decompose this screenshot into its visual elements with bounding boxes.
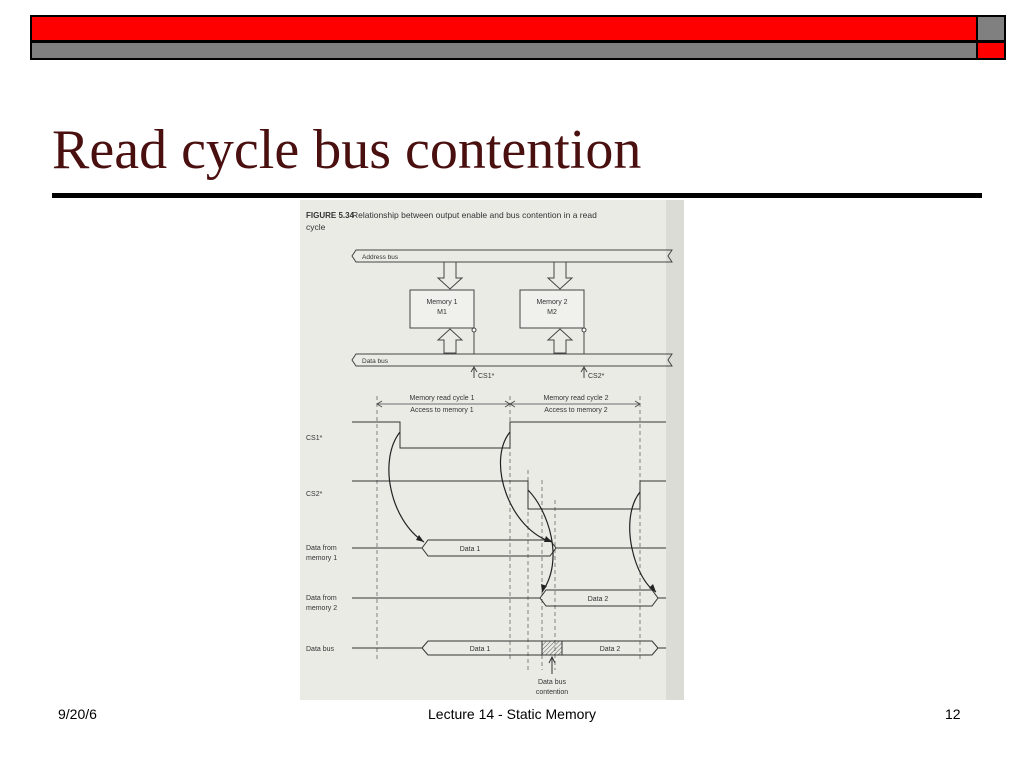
footer-lecture-title: Lecture 14 - Static Memory: [428, 706, 597, 722]
red-stripe: [32, 17, 976, 40]
data-bus-top-label: Data bus: [362, 358, 389, 365]
memory-1-label: Memory 1: [426, 299, 458, 306]
slide-title: Read cycle bus contention: [52, 119, 642, 181]
data1-label: Data 1: [459, 546, 481, 553]
gray-stripe: [32, 43, 976, 58]
cs1-pin-bubble: [472, 328, 476, 332]
signal-data-bus-label: Data bus: [306, 646, 335, 653]
cs2-pin-bubble: [582, 328, 586, 332]
signal-data-mem2-label-2: memory 2: [306, 605, 338, 612]
timing-diagram-figure: [300, 200, 684, 700]
cs1-pin-label: CS1*: [478, 373, 495, 380]
bus-data1-label: Data 1: [469, 646, 491, 653]
address-bus-label: Address bus: [362, 254, 399, 261]
title-underline: [52, 193, 982, 198]
cycle-1-title: Memory read cycle 1: [409, 395, 475, 402]
corner-block: [976, 15, 1006, 60]
figure-caption-line1: Relationship between output enable and bus contention in a read: [352, 210, 597, 220]
slide-number: 12: [945, 706, 961, 722]
memory-2-label: Memory 2: [536, 299, 568, 306]
cycle-1-subtitle: Access to memory 1: [410, 407, 474, 414]
cs2-pin-label: CS2*: [588, 373, 605, 380]
signal-data-mem1-label-2: memory 1: [306, 555, 338, 562]
cycle-2-title: Memory read cycle 2: [543, 395, 609, 402]
footer-date: 9/20/6: [58, 706, 97, 722]
contention-label-2: contention: [535, 689, 569, 696]
data2-label: Data 2: [587, 596, 609, 603]
figure-caption-line2: cycle: [306, 222, 326, 232]
signal-cs2-label: CS2*: [306, 491, 323, 498]
memory-2-id: M2: [547, 309, 557, 316]
signal-data-mem1-label: Data from: [306, 545, 337, 552]
signal-data-mem2-label: Data from: [306, 595, 337, 602]
figure-label: FIGURE 5.34: [306, 211, 355, 220]
memory-1-id: M1: [437, 309, 447, 316]
cycle-2-subtitle: Access to memory 2: [544, 407, 608, 414]
top-decorative-band: [30, 15, 978, 60]
signal-cs1-label: CS1*: [306, 435, 323, 442]
contention-hatch: [542, 641, 562, 655]
contention-label: Data bus: [537, 679, 567, 686]
bus-data2-label: Data 2: [599, 646, 621, 653]
